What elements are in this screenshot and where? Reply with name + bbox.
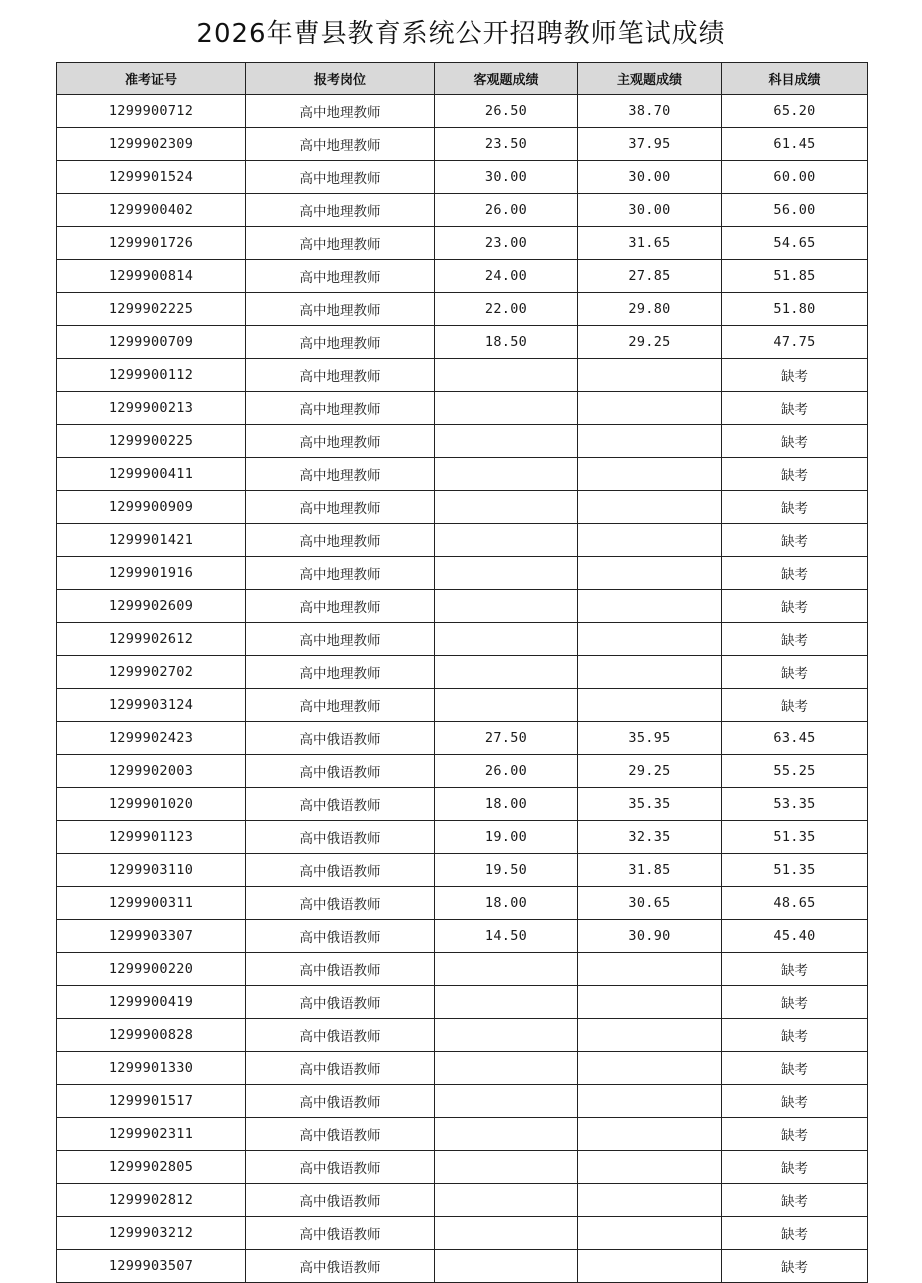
subjective-score-cell: 37.95 (578, 128, 722, 161)
total-score-cell: 缺考 (722, 1118, 868, 1151)
total-score-cell: 缺考 (722, 590, 868, 623)
position-cell: 高中地理教师 (246, 491, 435, 524)
objective-score-cell (435, 623, 578, 656)
table-row (57, 425, 868, 458)
objective-score-cell: 18.00 (435, 887, 578, 920)
table-row (57, 623, 868, 656)
objective-score-cell (435, 1151, 578, 1184)
subjective-score-cell (578, 1118, 722, 1151)
page-title: 2026年曹县教育系统公开招聘教师笔试成绩 (196, 18, 726, 49)
position-cell: 高中地理教师 (246, 590, 435, 623)
exam-id-cell: 1299900814 (57, 260, 246, 293)
position-cell: 高中俄语教师 (246, 1217, 435, 1250)
total-score-cell: 47.75 (722, 326, 868, 359)
objective-score-cell (435, 590, 578, 623)
subjective-score-cell (578, 392, 722, 425)
table-row (57, 1019, 868, 1052)
table-row (57, 524, 868, 557)
total-score-cell: 63.45 (722, 722, 868, 755)
exam-id-cell: 1299903307 (57, 920, 246, 953)
subjective-score-cell: 29.25 (578, 755, 722, 788)
exam-id-cell: 1299902702 (57, 656, 246, 689)
position-cell: 高中俄语教师 (246, 788, 435, 821)
exam-id-cell: 1299900311 (57, 887, 246, 920)
position-cell: 高中地理教师 (246, 161, 435, 194)
objective-score-cell: 23.00 (435, 227, 578, 260)
total-score-cell: 51.35 (722, 854, 868, 887)
subjective-score-cell (578, 986, 722, 1019)
exam-id-cell: 1299900402 (57, 194, 246, 227)
exam-id-cell: 1299903212 (57, 1217, 246, 1250)
total-score-cell: 缺考 (722, 524, 868, 557)
total-score-cell: 缺考 (722, 1019, 868, 1052)
objective-score-cell: 19.00 (435, 821, 578, 854)
position-cell: 高中地理教师 (246, 656, 435, 689)
position-cell: 高中俄语教师 (246, 821, 435, 854)
objective-score-cell (435, 524, 578, 557)
objective-score-cell: 26.50 (435, 95, 578, 128)
exam-id-cell: 1299900225 (57, 425, 246, 458)
exam-id-cell: 1299901524 (57, 161, 246, 194)
objective-score-cell (435, 986, 578, 1019)
table-row (57, 326, 868, 359)
subjective-score-cell (578, 689, 722, 722)
objective-score-cell: 22.00 (435, 293, 578, 326)
objective-score-cell (435, 359, 578, 392)
scores-table (56, 62, 868, 1283)
total-score-cell: 缺考 (722, 656, 868, 689)
position-cell: 高中地理教师 (246, 194, 435, 227)
position-cell: 高中俄语教师 (246, 1052, 435, 1085)
exam-id-cell: 1299902612 (57, 623, 246, 656)
position-cell: 高中俄语教师 (246, 755, 435, 788)
total-score-cell: 缺考 (722, 1085, 868, 1118)
total-score-cell: 61.45 (722, 128, 868, 161)
header-total-score: 科目成绩 (722, 63, 868, 95)
subjective-score-cell (578, 1019, 722, 1052)
objective-score-cell: 18.50 (435, 326, 578, 359)
table-row (57, 194, 868, 227)
total-score-cell: 缺考 (722, 623, 868, 656)
total-score-cell: 65.20 (722, 95, 868, 128)
objective-score-cell (435, 1019, 578, 1052)
exam-id-cell: 1299901421 (57, 524, 246, 557)
total-score-cell: 54.65 (722, 227, 868, 260)
position-cell: 高中俄语教师 (246, 953, 435, 986)
exam-id-cell: 1299903507 (57, 1250, 246, 1283)
exam-id-cell: 1299902309 (57, 128, 246, 161)
exam-id-cell: 1299902805 (57, 1151, 246, 1184)
subjective-score-cell (578, 458, 722, 491)
total-score-cell: 缺考 (722, 1052, 868, 1085)
exam-id-cell: 1299901916 (57, 557, 246, 590)
objective-score-cell (435, 1118, 578, 1151)
total-score-cell: 51.35 (722, 821, 868, 854)
exam-id-cell: 1299900213 (57, 392, 246, 425)
total-score-cell: 45.40 (722, 920, 868, 953)
position-cell: 高中俄语教师 (246, 1085, 435, 1118)
header-exam-id: 准考证号 (57, 63, 246, 95)
subjective-score-cell (578, 1151, 722, 1184)
objective-score-cell: 14.50 (435, 920, 578, 953)
position-cell: 高中地理教师 (246, 392, 435, 425)
position-cell: 高中俄语教师 (246, 1151, 435, 1184)
subjective-score-cell: 30.00 (578, 161, 722, 194)
position-cell: 高中俄语教师 (246, 1019, 435, 1052)
exam-id-cell: 1299901517 (57, 1085, 246, 1118)
total-score-cell: 缺考 (722, 689, 868, 722)
objective-score-cell (435, 953, 578, 986)
exam-id-cell: 1299901330 (57, 1052, 246, 1085)
exam-id-cell: 1299900220 (57, 953, 246, 986)
table-row (57, 821, 868, 854)
total-score-cell: 缺考 (722, 1184, 868, 1217)
subjective-score-cell: 35.95 (578, 722, 722, 755)
position-cell: 高中俄语教师 (246, 986, 435, 1019)
exam-id-cell: 1299900419 (57, 986, 246, 1019)
subjective-score-cell: 29.25 (578, 326, 722, 359)
position-cell: 高中地理教师 (246, 458, 435, 491)
exam-id-cell: 1299900909 (57, 491, 246, 524)
table-row (57, 161, 868, 194)
objective-score-cell (435, 1217, 578, 1250)
table-row (57, 458, 868, 491)
total-score-cell: 缺考 (722, 425, 868, 458)
total-score-cell: 48.65 (722, 887, 868, 920)
subjective-score-cell: 30.65 (578, 887, 722, 920)
total-score-cell: 缺考 (722, 953, 868, 986)
total-score-cell: 缺考 (722, 458, 868, 491)
subjective-score-cell (578, 656, 722, 689)
table-row (57, 887, 868, 920)
header-subjective-score: 主观题成绩 (578, 63, 722, 95)
position-cell: 高中地理教师 (246, 326, 435, 359)
subjective-score-cell (578, 425, 722, 458)
total-score-cell: 51.80 (722, 293, 868, 326)
objective-score-cell (435, 392, 578, 425)
subjective-score-cell: 31.65 (578, 227, 722, 260)
subjective-score-cell (578, 1052, 722, 1085)
exam-id-cell: 1299900712 (57, 95, 246, 128)
table-row (57, 293, 868, 326)
objective-score-cell (435, 458, 578, 491)
table-row (57, 359, 868, 392)
exam-id-cell: 1299903110 (57, 854, 246, 887)
header-objective-score: 客观题成绩 (435, 63, 578, 95)
objective-score-cell (435, 557, 578, 590)
position-cell: 高中地理教师 (246, 689, 435, 722)
table-row (57, 1217, 868, 1250)
table-body (57, 95, 868, 1283)
exam-id-cell: 1299900709 (57, 326, 246, 359)
subjective-score-cell (578, 1217, 722, 1250)
objective-score-cell (435, 491, 578, 524)
objective-score-cell: 30.00 (435, 161, 578, 194)
table-row (57, 722, 868, 755)
table-row (57, 656, 868, 689)
table-row (57, 1052, 868, 1085)
position-cell: 高中地理教师 (246, 359, 435, 392)
exam-id-cell: 1299902311 (57, 1118, 246, 1151)
subjective-score-cell: 32.35 (578, 821, 722, 854)
total-score-cell: 53.35 (722, 788, 868, 821)
table-row (57, 1118, 868, 1151)
position-cell: 高中地理教师 (246, 95, 435, 128)
subjective-score-cell (578, 557, 722, 590)
exam-id-cell: 1299901020 (57, 788, 246, 821)
subjective-score-cell (578, 524, 722, 557)
subjective-score-cell (578, 491, 722, 524)
table-row (57, 491, 868, 524)
table-row (57, 95, 868, 128)
objective-score-cell: 27.50 (435, 722, 578, 755)
subjective-score-cell: 38.70 (578, 95, 722, 128)
subjective-score-cell (578, 953, 722, 986)
total-score-cell: 缺考 (722, 557, 868, 590)
exam-id-cell: 1299902225 (57, 293, 246, 326)
position-cell: 高中俄语教师 (246, 1118, 435, 1151)
subjective-score-cell: 31.85 (578, 854, 722, 887)
position-cell: 高中俄语教师 (246, 1184, 435, 1217)
position-cell: 高中俄语教师 (246, 887, 435, 920)
total-score-cell: 缺考 (722, 986, 868, 1019)
total-score-cell: 缺考 (722, 359, 868, 392)
subjective-score-cell: 29.80 (578, 293, 722, 326)
subjective-score-cell (578, 623, 722, 656)
table-row (57, 1184, 868, 1217)
exam-id-cell: 1299903124 (57, 689, 246, 722)
total-score-cell: 缺考 (722, 1250, 868, 1283)
total-score-cell: 60.00 (722, 161, 868, 194)
table-row (57, 755, 868, 788)
table-row (57, 590, 868, 623)
total-score-cell: 56.00 (722, 194, 868, 227)
position-cell: 高中地理教师 (246, 293, 435, 326)
table-row (57, 128, 868, 161)
position-cell: 高中俄语教师 (246, 722, 435, 755)
objective-score-cell: 26.00 (435, 755, 578, 788)
objective-score-cell: 24.00 (435, 260, 578, 293)
exam-id-cell: 1299900828 (57, 1019, 246, 1052)
total-score-cell: 缺考 (722, 491, 868, 524)
objective-score-cell: 18.00 (435, 788, 578, 821)
exam-id-cell: 1299901123 (57, 821, 246, 854)
objective-score-cell (435, 689, 578, 722)
objective-score-cell: 26.00 (435, 194, 578, 227)
position-cell: 高中地理教师 (246, 524, 435, 557)
table-row (57, 1151, 868, 1184)
subjective-score-cell: 30.00 (578, 194, 722, 227)
table-row (57, 227, 868, 260)
table-row (57, 689, 868, 722)
header-row (57, 63, 868, 95)
table-row (57, 920, 868, 953)
position-cell: 高中地理教师 (246, 425, 435, 458)
objective-score-cell (435, 425, 578, 458)
subjective-score-cell: 27.85 (578, 260, 722, 293)
objective-score-cell: 23.50 (435, 128, 578, 161)
total-score-cell: 缺考 (722, 1217, 868, 1250)
exam-id-cell: 1299902609 (57, 590, 246, 623)
exam-id-cell: 1299902423 (57, 722, 246, 755)
subjective-score-cell: 35.35 (578, 788, 722, 821)
table-row (57, 953, 868, 986)
objective-score-cell (435, 1052, 578, 1085)
position-cell: 高中地理教师 (246, 260, 435, 293)
subjective-score-cell (578, 1184, 722, 1217)
objective-score-cell (435, 1184, 578, 1217)
exam-id-cell: 1299900411 (57, 458, 246, 491)
table-row (57, 557, 868, 590)
position-cell: 高中俄语教师 (246, 1250, 435, 1283)
objective-score-cell: 19.50 (435, 854, 578, 887)
subjective-score-cell (578, 359, 722, 392)
header-position: 报考岗位 (246, 63, 435, 95)
position-cell: 高中地理教师 (246, 227, 435, 260)
table-row (57, 260, 868, 293)
position-cell: 高中地理教师 (246, 557, 435, 590)
table-row (57, 986, 868, 1019)
objective-score-cell (435, 1085, 578, 1118)
exam-id-cell: 1299901726 (57, 227, 246, 260)
table-row (57, 1085, 868, 1118)
subjective-score-cell: 30.90 (578, 920, 722, 953)
table-row (57, 854, 868, 887)
table-row (57, 788, 868, 821)
position-cell: 高中俄语教师 (246, 920, 435, 953)
total-score-cell: 51.85 (722, 260, 868, 293)
objective-score-cell (435, 656, 578, 689)
table-row (57, 392, 868, 425)
position-cell: 高中地理教师 (246, 128, 435, 161)
exam-id-cell: 1299902003 (57, 755, 246, 788)
position-cell: 高中地理教师 (246, 623, 435, 656)
position-cell: 高中俄语教师 (246, 854, 435, 887)
exam-id-cell: 1299900112 (57, 359, 246, 392)
exam-id-cell: 1299902812 (57, 1184, 246, 1217)
total-score-cell: 55.25 (722, 755, 868, 788)
subjective-score-cell (578, 590, 722, 623)
total-score-cell: 缺考 (722, 392, 868, 425)
total-score-cell: 缺考 (722, 1151, 868, 1184)
subjective-score-cell (578, 1085, 722, 1118)
